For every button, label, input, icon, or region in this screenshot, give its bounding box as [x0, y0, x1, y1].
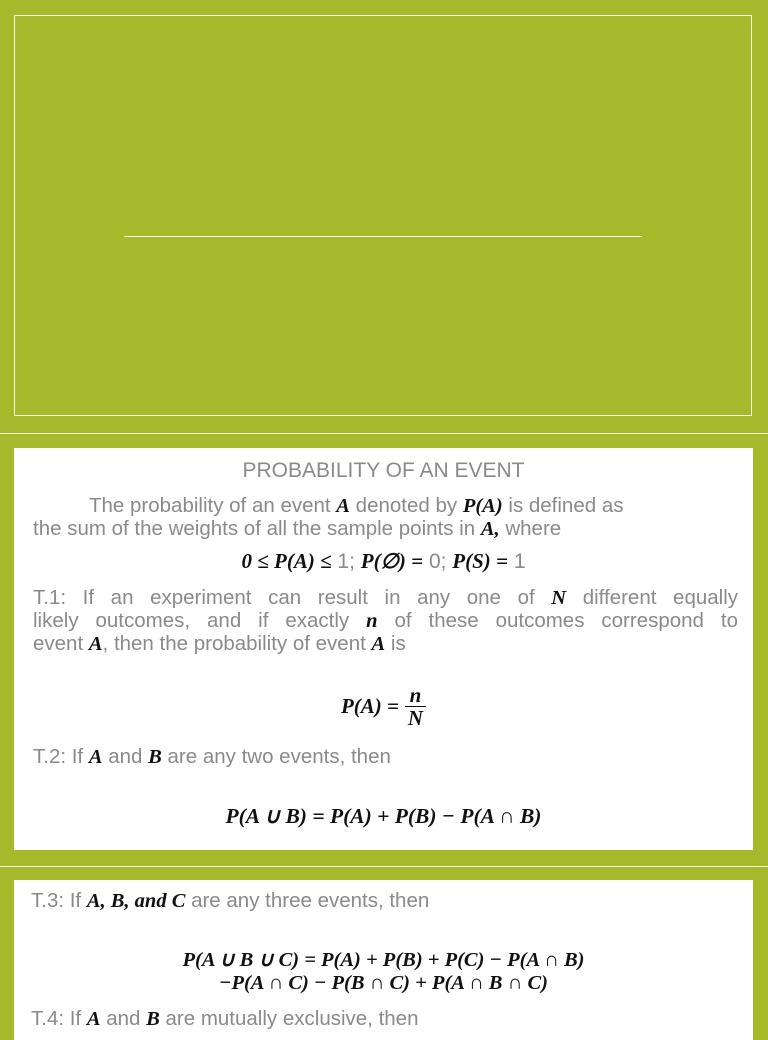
probability-axioms: 0 ≤ P(A) ≤ 1; P(∅) = 0; P(S) = 1	[241, 549, 526, 573]
theorem-2: T.2: If A and B are any two events, then	[33, 745, 391, 768]
slide-title: PROBABILITY OF AN EVENT	[242, 459, 525, 482]
theorem-1-line-1: T.1: If an experiment can result in any one of N different equally	[33, 586, 739, 609]
slide-separator	[0, 866, 768, 867]
formula-classical-probability: P(A) = $\frac{n}{N}$	[14, 684, 753, 729]
slide-separator	[0, 433, 768, 434]
probability-slide	[14, 448, 753, 850]
theorems-slide	[14, 880, 753, 1040]
theorem-1-line-2: likely outcomes, and if exactly n of these outcomes correspond to	[33, 609, 738, 632]
title-slide-frame	[14, 15, 752, 416]
definition-line-2: the sum of the weights of all the sample points in A, where	[33, 517, 562, 540]
theorem-3: T.3: If A, B, and C are any three events, then	[31, 889, 430, 912]
formula-addition-rule-three-line-1: P(A ∪ B ∪ C) = P(A) + P(B) + P(C) − P(A ∩ B)	[182, 949, 585, 971]
theorem-4: T.4: If A and B are mutually exclusive, then	[31, 1007, 419, 1030]
fraction-n-over-N: $\frac{n}{N}$	[405, 684, 426, 729]
theorem-1-line-3: event A, then the probability of event A is	[33, 632, 406, 655]
formula-addition-rule-two: P(A ∪ B) = P(A) + P(B) − P(A ∩ B)	[225, 804, 542, 828]
formula-addition-rule-three-line-2: −P(A ∩ C) − P(B ∩ C) + P(A ∩ B ∩ C)	[219, 972, 548, 994]
definition-line-1: The probability of an event A denoted by P(A) is defined as	[89, 494, 624, 517]
title-slide-divider	[124, 236, 642, 237]
